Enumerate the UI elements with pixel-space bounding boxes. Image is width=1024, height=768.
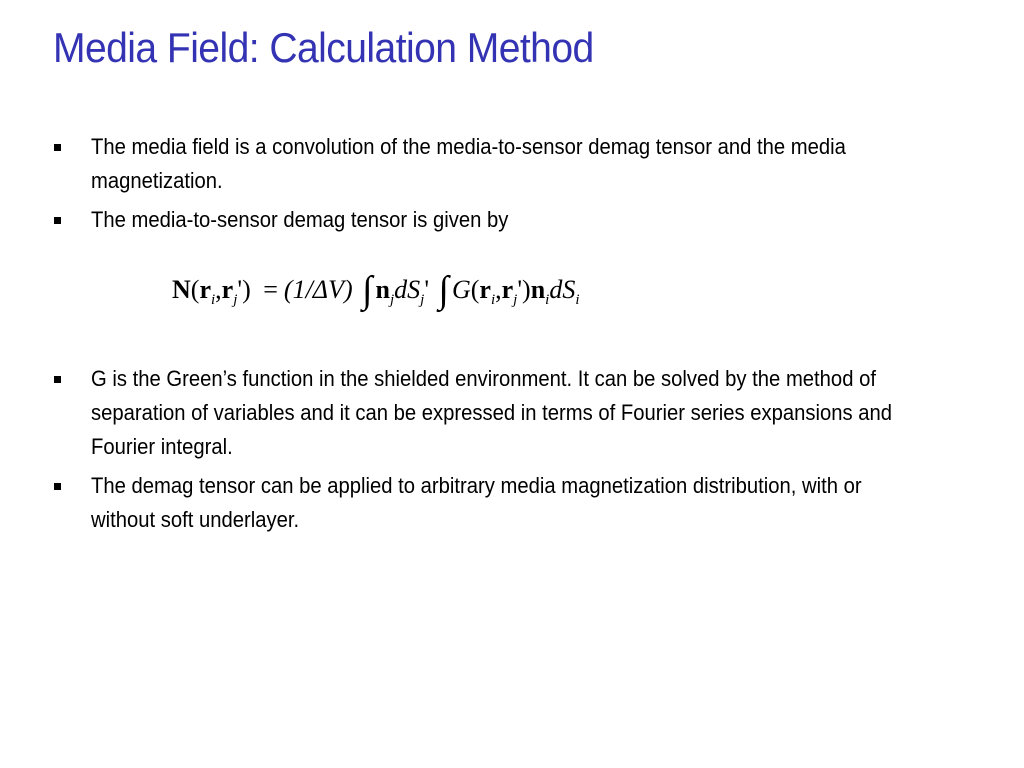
bullet-list-top bbox=[54, 130, 934, 242]
bullet-item bbox=[54, 130, 934, 198]
eq-sub-i: i bbox=[490, 292, 496, 308]
eq-r-vector: r bbox=[221, 275, 234, 304]
bullet-item bbox=[54, 362, 934, 464]
slide-title: Media Field: Calculation Method bbox=[53, 24, 594, 71]
eq-prime: ' bbox=[237, 275, 243, 304]
bullet-item bbox=[54, 469, 934, 537]
eq-sub-i: i bbox=[545, 292, 550, 308]
square-bullet-icon bbox=[54, 483, 61, 490]
eq-paren: ) bbox=[522, 275, 531, 304]
eq-normal-vector: n bbox=[375, 275, 390, 304]
eq-sub-i: i bbox=[211, 292, 216, 308]
eq-greens-function: G bbox=[451, 275, 471, 304]
eq-equals: = bbox=[263, 275, 278, 304]
eq-sub-j: j bbox=[513, 292, 518, 308]
eq-integral-icon: ∫ bbox=[438, 269, 449, 311]
eq-prime: ' bbox=[517, 275, 523, 304]
bullet-text: G is the Green’s function in the shielded environment. It can be solved by the method of separation of variables and it can be expressed in terms of Fourier series expansions and Fourier integral. bbox=[91, 366, 893, 459]
eq-surface-element: dS bbox=[549, 275, 576, 304]
eq-r-vector: r bbox=[501, 275, 514, 304]
eq-sub-i: i bbox=[575, 292, 580, 308]
eq-paren: ) bbox=[242, 275, 251, 304]
eq-r-vector: r bbox=[199, 275, 211, 304]
eq-sub-j: j bbox=[233, 292, 238, 308]
bullet-item bbox=[54, 203, 934, 237]
bullet-text: The demag tensor can be applied to arbitrary media magnetization distribution, with or without soft underlayer. bbox=[91, 473, 862, 532]
demag-tensor-equation bbox=[172, 270, 580, 310]
eq-comma: , bbox=[215, 275, 222, 304]
eq-surface-element: dS bbox=[394, 275, 421, 304]
eq-r-vector: r bbox=[479, 275, 491, 304]
eq-paren: ( bbox=[470, 275, 480, 304]
eq-tensor-symbol: N bbox=[172, 275, 191, 304]
square-bullet-icon bbox=[54, 144, 61, 151]
eq-paren: ( bbox=[190, 275, 200, 304]
bullet-text: The media-to-sensor demag tensor is given by bbox=[91, 207, 509, 232]
square-bullet-icon bbox=[54, 217, 61, 224]
bullet-list-bottom bbox=[54, 362, 934, 542]
eq-prime: ' bbox=[424, 275, 430, 304]
eq-normal-vector: n bbox=[530, 275, 546, 304]
eq-factor: (1/ΔV) bbox=[283, 275, 353, 304]
bullet-text: The media field is a convolution of the media-to-sensor demag tensor and the media magnetization. bbox=[91, 134, 846, 193]
eq-integral-icon: ∫ bbox=[362, 269, 373, 311]
eq-comma: , bbox=[495, 275, 502, 304]
eq-sub-j: j bbox=[420, 292, 425, 308]
eq-sub-j: j bbox=[390, 292, 395, 308]
square-bullet-icon bbox=[54, 376, 61, 383]
